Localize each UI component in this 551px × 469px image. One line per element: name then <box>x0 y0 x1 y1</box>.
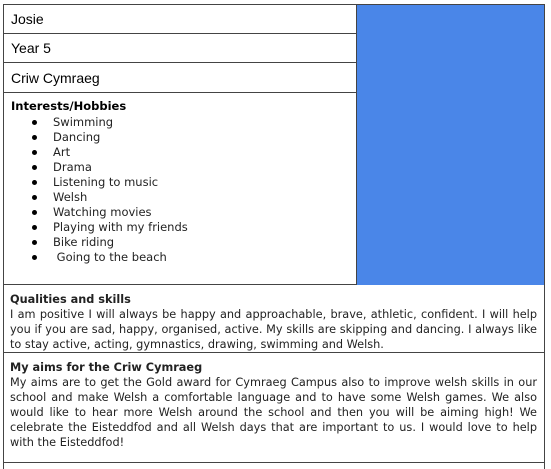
bullet-icon <box>32 225 37 230</box>
bullet-icon <box>32 150 37 155</box>
bullet-icon <box>32 240 37 245</box>
bullet-icon <box>32 195 37 200</box>
group-text: Criw Cymraeg <box>11 70 100 86</box>
name-field <box>4 5 356 34</box>
qualities-section <box>4 285 544 353</box>
interests-cell <box>4 93 356 285</box>
name-text: Josie <box>11 11 44 27</box>
list-item <box>11 220 356 235</box>
hobby-label: Listening to music <box>53 175 159 189</box>
year-field <box>4 34 356 63</box>
hobby-label: Art <box>53 145 71 159</box>
qualities-heading: Qualities and skills <box>10 293 131 306</box>
profile-table <box>3 4 545 469</box>
list-item <box>11 145 356 160</box>
hobby-label: Dancing <box>53 130 101 144</box>
bullet-icon <box>32 210 37 215</box>
bullet-icon <box>32 255 37 260</box>
hobby-label: Welsh <box>53 190 88 204</box>
bullet-icon <box>32 165 37 170</box>
hobby-label: Swimming <box>53 115 114 129</box>
list-item <box>11 160 356 175</box>
list-item <box>11 190 356 205</box>
bullet-icon <box>32 120 37 125</box>
list-item <box>11 250 356 265</box>
hobby-label: Going to the beach <box>53 250 167 264</box>
hobby-label: Watching movies <box>53 205 152 219</box>
list-item <box>11 130 356 145</box>
year-text: Year 5 <box>11 40 51 56</box>
aims-section <box>4 353 544 463</box>
aims-text: My aims are to get the Gold award for Cymraeg Campus also to improve welsh skills in our school and make Welsh a comfortable language and to have some Welsh games. We also would like to hear more Welsh around the school and then you will be aiming high! We celebrate the Eisteddfod and all Welsh days that are important to us. I would love to help with the Eisteddfod! <box>10 376 537 449</box>
hobby-list <box>11 115 356 265</box>
list-item <box>11 115 356 130</box>
aims-heading: My aims for the Criw Cymraeg <box>10 361 203 374</box>
bullet-icon <box>32 180 37 185</box>
hobby-label: Drama <box>53 160 92 174</box>
hobby-label: Bike riding <box>53 235 115 249</box>
photo-placeholder <box>356 5 544 285</box>
interests-heading: Interests/Hobbies <box>11 99 127 113</box>
group-field <box>4 63 356 93</box>
hobby-label: Playing with my friends <box>53 220 188 234</box>
list-item <box>11 235 356 250</box>
list-item <box>11 175 356 190</box>
bullet-icon <box>32 135 37 140</box>
qualities-text: I am positive I will always be happy and approachable, brave, athletic, confident. I will help you if you are sad, happy, organised, active. My skills are skipping and dancing. I always like to stay active, acting, gymnastics, drawing, swimming and Welsh. <box>10 308 537 351</box>
list-item <box>11 205 356 220</box>
